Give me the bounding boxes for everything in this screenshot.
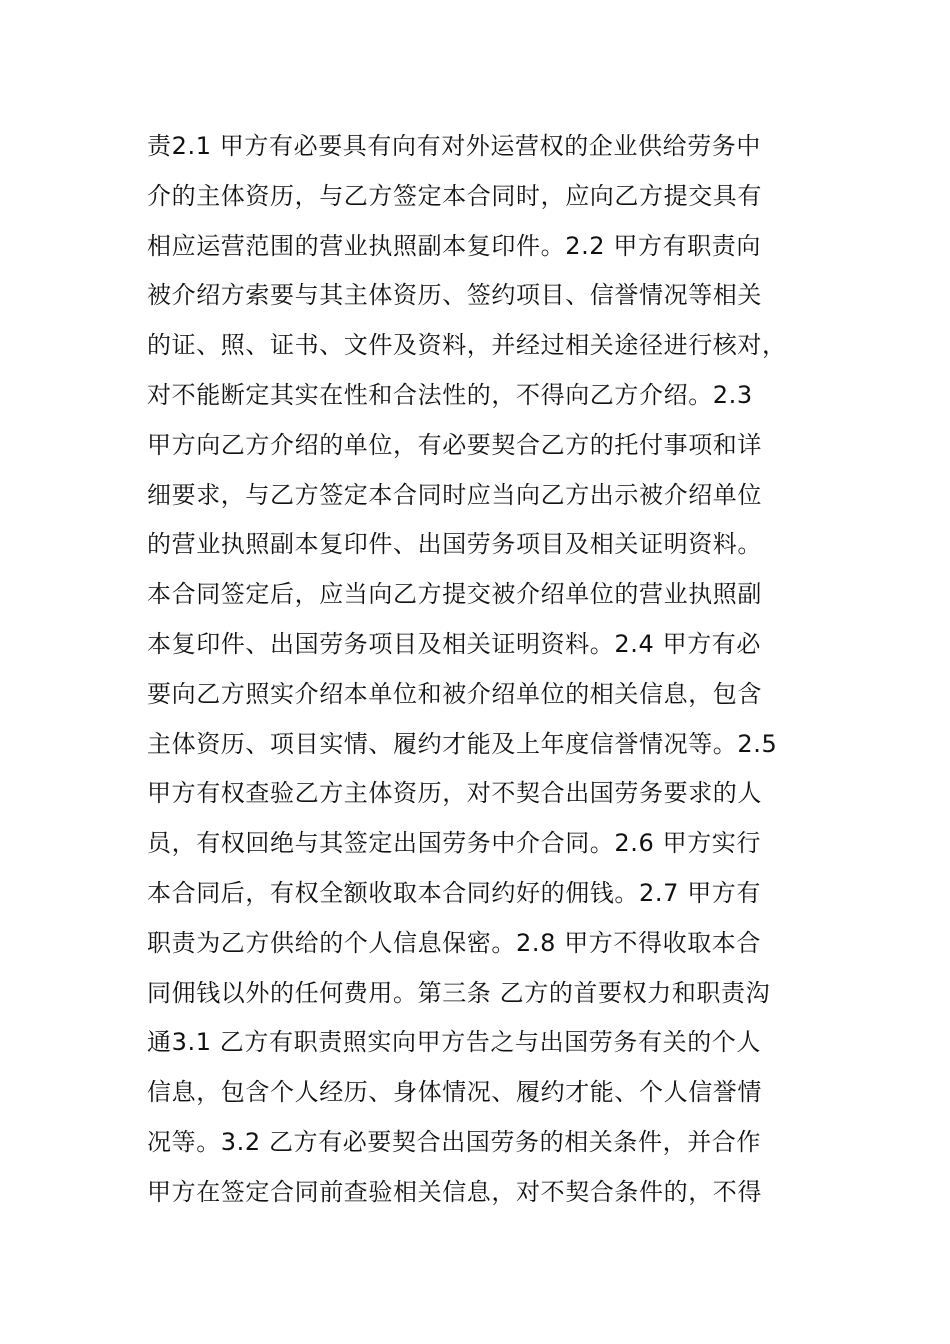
- body-text: [147, 122, 817, 1218]
- text-line-5: 的证、照、证书、文件及资料，并经过相关途径进行核对，: [147, 331, 787, 360]
- text-line-14: 甲方有权查验乙方主体资历，对不契合出国劳务要求的人: [147, 779, 762, 808]
- text-line-13: 主体资历、项目实情、履约才能及上年度信誉情况等。2.5: [147, 729, 778, 758]
- text-line-19: 通3.1 乙方有职责照实向甲方告之与出国劳务有关的个人: [147, 1028, 761, 1057]
- text-line-1: 责2.1 甲方有必要具有向有对外运营权的企业供给劳务中: [147, 132, 761, 160]
- text-line-10: 本合同签定后，应当向乙方提交被介绍单位的营业执照副: [147, 580, 762, 609]
- text-line-6: 对不能断定其实在性和合法性的，不得向乙方介绍。2.3: [147, 380, 753, 409]
- text-line-9: 的营业执照副本复印件、出国劳务项目及相关证明资料。: [147, 530, 762, 559]
- text-line-18: 同佣钱以外的任何费用。第三条 乙方的首要权力和职责沟: [147, 978, 771, 1007]
- text-line-7: 甲方向乙方介绍的单位，有必要契合乙方的托付事项和详: [147, 430, 762, 459]
- text-line-16: 本合同后，有权全额收取本合同约好的佣钱。2.7 甲方有: [147, 878, 761, 907]
- text-line-11: 本复印件、出国劳务项目及相关证明资料。2.4 甲方有必: [147, 629, 761, 658]
- text-line-20: 信息，包含个人经历、身体情况、履约才能、个人信誉情: [147, 1078, 762, 1107]
- text-line-15: 员，有权回绝与其签定出国劳务中介合同。2.6 甲方实行: [147, 829, 761, 858]
- text-line-8: 细要求，与乙方签定本合同时应当向乙方出示被介绍单位: [147, 480, 762, 509]
- text-line-21: 况等。3.2 乙方有必要契合出国劳务的相关条件，并合作: [147, 1127, 761, 1156]
- text-line-4: 被介绍方索要与其主体资历、签约项目、信誉情况等相关: [147, 281, 762, 310]
- text-line-12: 要向乙方照实介绍本单位和被介绍单位的相关信息，包含: [147, 679, 762, 708]
- text-line-22: 甲方在签定合同前查验相关信息，对不契合条件的，不得: [147, 1177, 762, 1206]
- text-line-2: 介的主体资历，与乙方签定本合同时，应向乙方提交具有: [147, 181, 762, 210]
- text-line-3: 相应运营范围的营业执照副本复印件。2.2 甲方有职责向: [147, 231, 761, 260]
- text-line-17: 职责为乙方供给的个人信息保密。2.8 甲方不得收取本合: [147, 928, 761, 957]
